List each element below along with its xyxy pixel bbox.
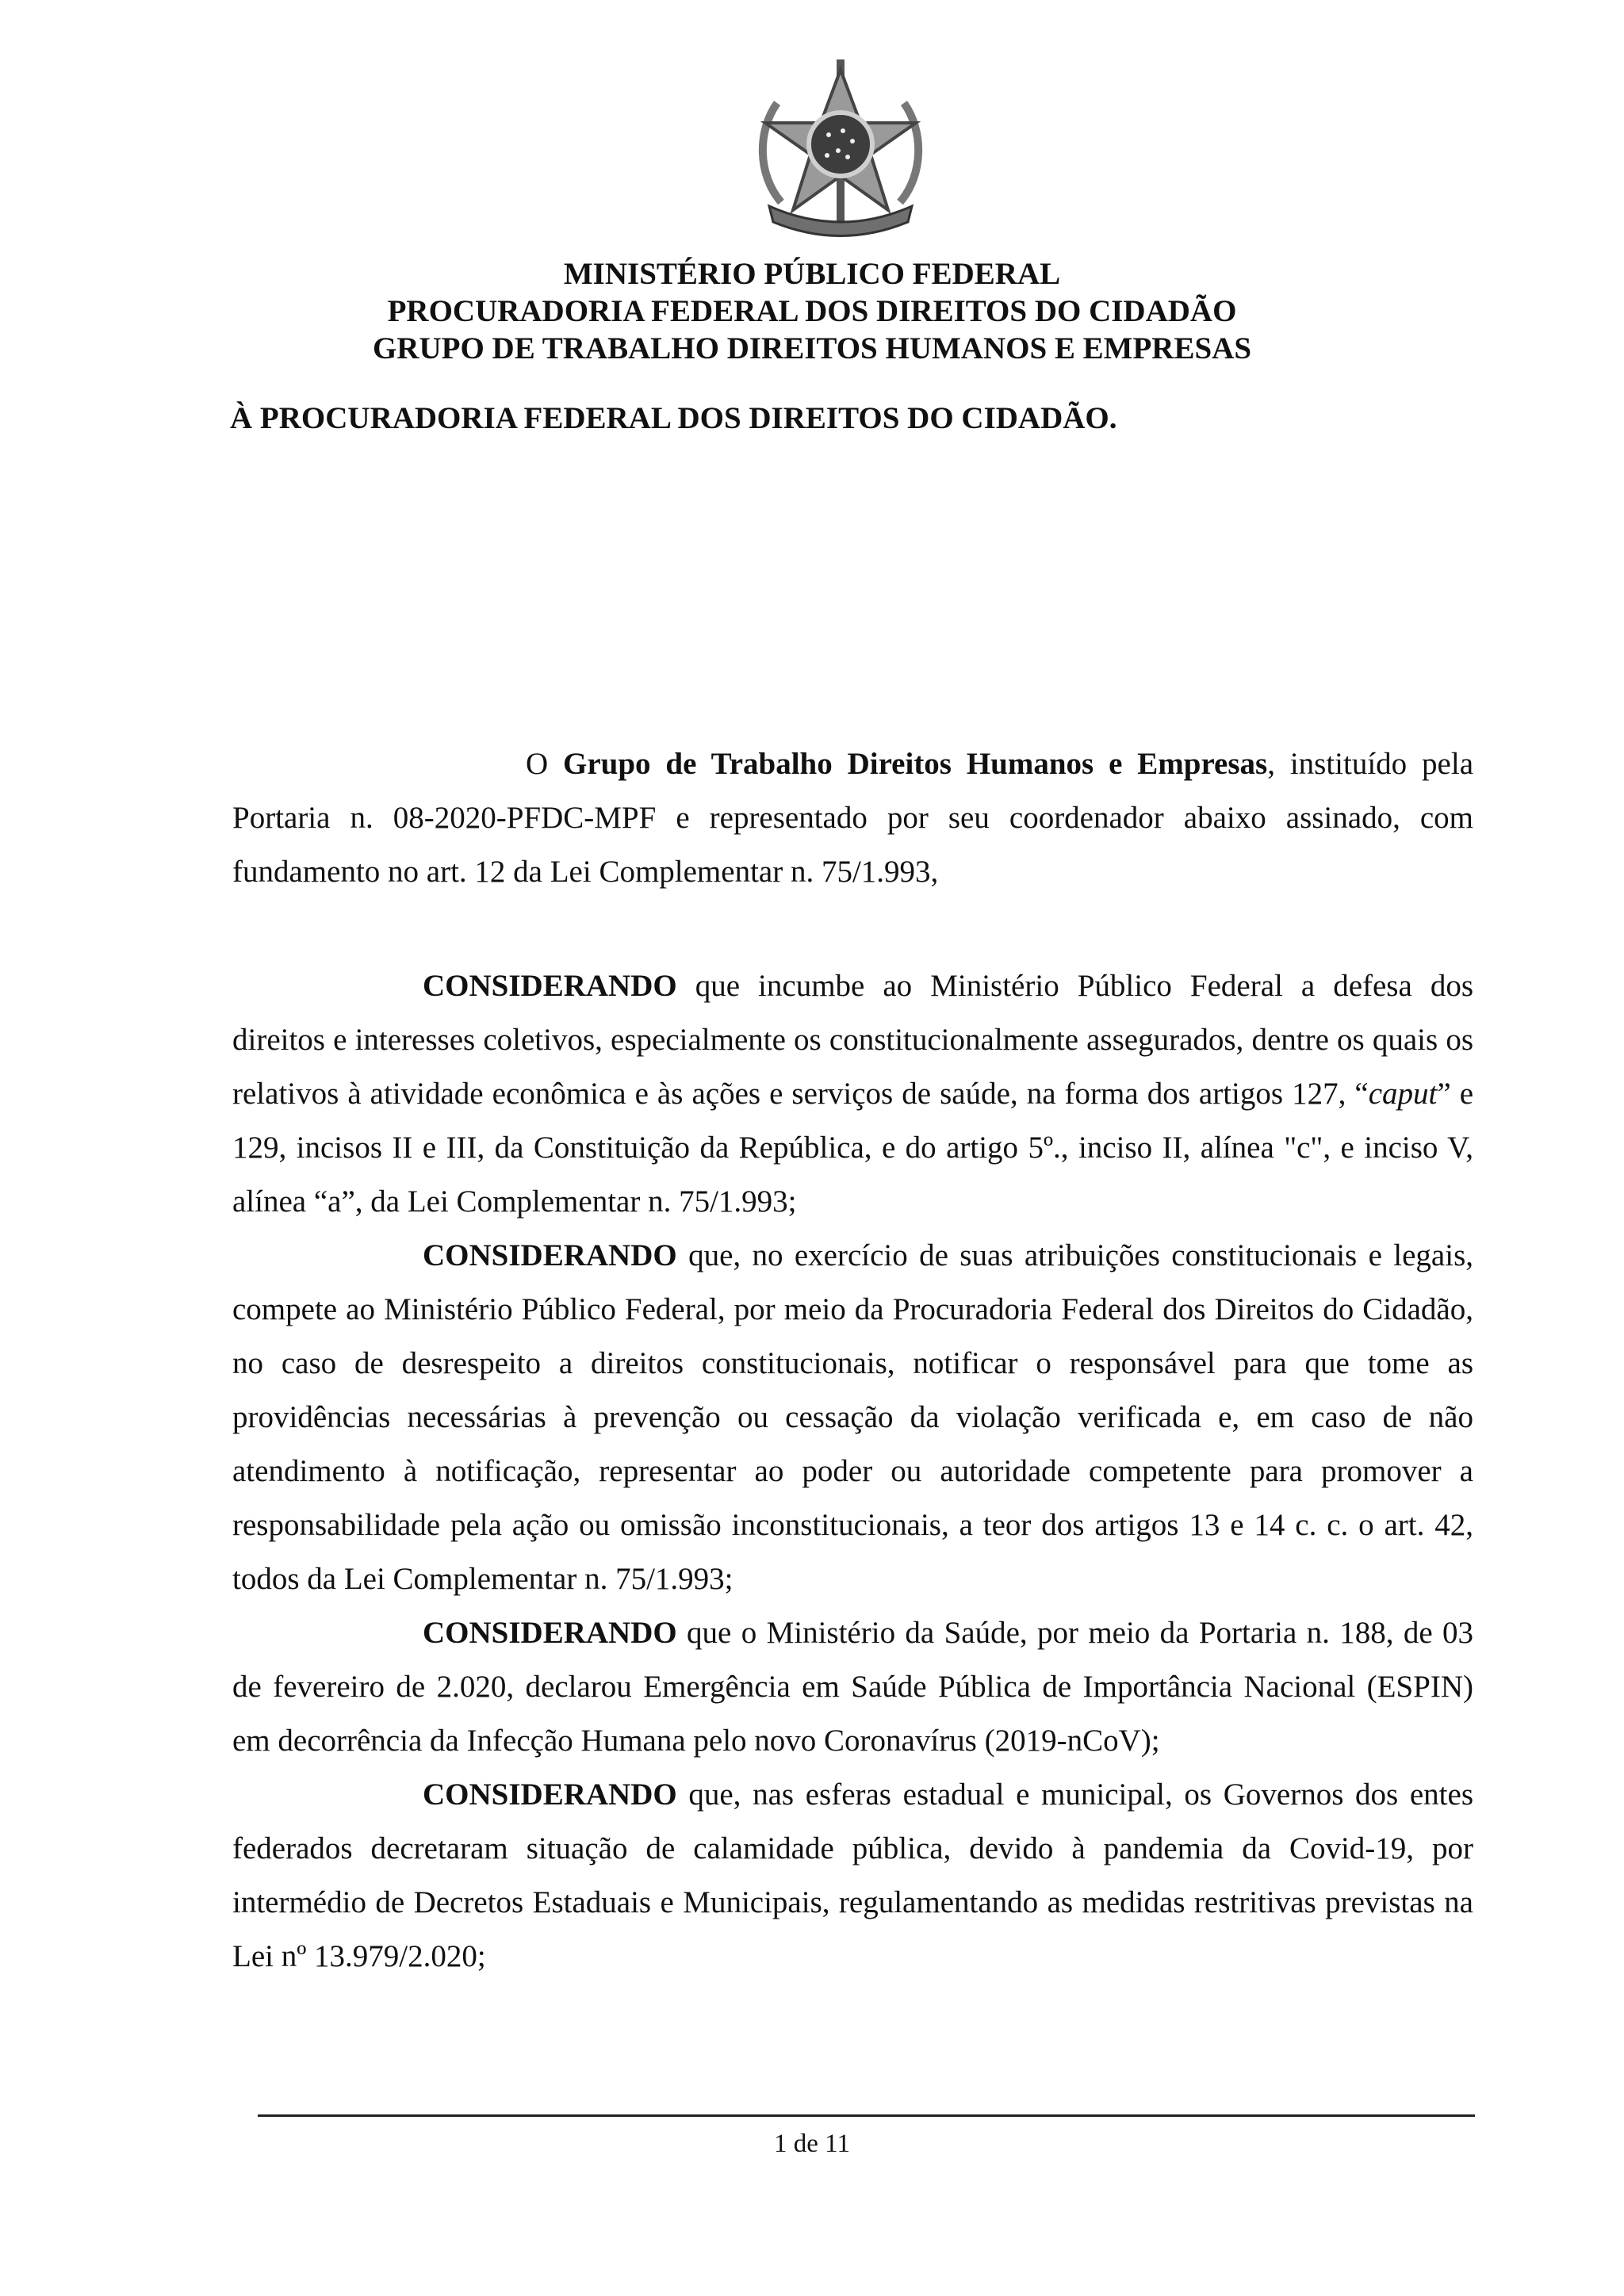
considerando-paragraph-2: [232, 1229, 1473, 1606]
intro-paragraph: [232, 737, 1473, 899]
brazil-coat-of-arms-icon: [749, 55, 932, 238]
considerando-keyword: CONSIDERANDO: [423, 1238, 677, 1272]
considerando-italic: caput: [1368, 1077, 1438, 1111]
considerando-keyword: CONSIDERANDO: [423, 1777, 677, 1812]
considerando-text: ” e 129, incisos II e III, da Constituição da República, e do artigo 5º., inciso II, alínea "c", e inciso V, alínea “a”, da Lei Complementar n. 75/1.993;: [232, 1077, 1473, 1219]
page-number: 1 de 11: [774, 2130, 850, 2158]
document-header: [0, 255, 1624, 367]
footer-divider: [258, 2114, 1475, 2117]
intro-bold: Grupo de Trabalho Direitos Humanos e Empresas: [563, 747, 1268, 781]
considerando-text: que, no exercício de suas atribuições constitucionais e legais, compete ao Ministério Público Federal, por meio da Procuradoria Federal dos Direitos do Cidadão, no caso de desrespeito a direitos constitucionais, notificar o responsável para que tome as providências necessárias à prevenção ou cessação da violação verificada e, em caso de não atendimento à notificação, representar ao poder ou autoridade competente para promover a responsabilidade pela ação ou omissão inconstitucionais, a teor dos artigos 13 e 14 c. c. o art. 42, todos da Lei Complementar n. 75/1.993;: [232, 1238, 1473, 1596]
considerando-paragraph-3: [232, 1606, 1473, 1768]
document-body: [232, 737, 1473, 1984]
considerando-text: que, nas esferas estadual e municipal, os Governos dos entes federados decretaram situação de calamidade pública, devido à pandemia da Covid-19, por intermédio de Decretos Estaduais e Municipais, regulamentando as medidas restritivas previstas na Lei nº 13.979/2.020;: [232, 1777, 1473, 1973]
considerando-text: que o Ministério da Saúde, por meio da Portaria n. 188, de 03 de fevereiro de 2.020, declarou Emergência em Saúde Pública de Importância Nacional (ESPIN) em decorrência da Infecção Humana pelo novo Coronavírus (2019-nCoV);: [232, 1616, 1473, 1758]
considerando-keyword: CONSIDERANDO: [423, 969, 677, 1003]
addressee: À PROCURADORIA FEDERAL DOS DIREITOS DO CIDADÃO.: [230, 401, 1117, 435]
intro-rest: , instituído pela Portaria n. 08-2020-PFDC-MPF e representado por seu coordenador abaixo assinado, com fundamento no art. 12 da Lei Complementar n. 75/1.993,: [232, 747, 1473, 889]
intro-lead: O: [526, 747, 564, 781]
considerando-text: que incumbe ao Ministério Público Federal a defesa dos direitos e interesses coletivos, especialmente os constitucionalmente assegurados, dentre os quais os relativos à atividade econômica e às ações e serviços de saúde, na forma dos artigos 127, “: [232, 969, 1473, 1111]
working-group-name: GRUPO DE TRABALHO DIREITOS HUMANOS E EMPRESAS: [372, 331, 1252, 365]
considerando-keyword: CONSIDERANDO: [423, 1616, 677, 1650]
considerando-paragraph-1: [232, 959, 1473, 1229]
institution-name: MINISTÉRIO PÚBLICO FEDERAL: [563, 257, 1061, 291]
considerando-paragraph-4: [232, 1768, 1473, 1984]
office-name: PROCURADORIA FEDERAL DOS DIREITOS DO CIDADÃO: [387, 294, 1237, 328]
